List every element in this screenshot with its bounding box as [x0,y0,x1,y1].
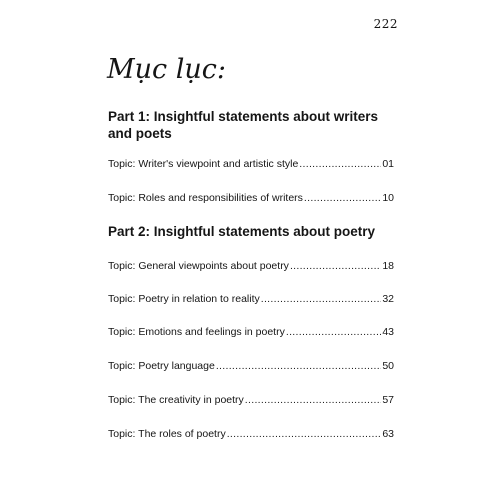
toc-entry [108,428,394,440]
toc-entry [108,192,394,204]
toc-entry-text: Topic: Poetry language [108,360,215,372]
dot-leader [290,260,381,272]
toc-entry-page: 10 [382,192,394,204]
part-2-heading: Part 2: Insightful statements about poetry [108,224,376,239]
toc-entry [108,158,394,170]
toc-entry-text: Topic: The creativity in poetry [108,394,244,406]
toc-entry-page: 63 [382,428,394,440]
toc-entry-text: Topic: The roles of poetry [108,428,226,440]
toc-entry-text: Topic: Poetry in relation to reality [108,293,260,305]
table-of-contents-title: Mục lục: [107,54,226,85]
toc-entry-text: Topic: Writer's viewpoint and artistic style [108,158,299,170]
toc-entry-text: Topic: General viewpoints about poetry [108,260,289,272]
toc-entry [108,326,394,338]
dot-leader [286,326,381,338]
toc-entry [108,293,394,305]
toc-entry-page: 32 [382,293,394,305]
toc-entry-page: 57 [382,394,394,406]
toc-entry-text: Topic: Roles and responsibilities of writers [108,192,303,204]
toc-entry-page: 01 [382,158,394,170]
dot-leader [304,192,381,204]
dot-leader [245,394,382,406]
page-number: 222 [373,17,398,31]
dot-leader [216,360,381,372]
dot-leader [299,158,381,170]
part-1-heading: Part 1: Insightful statements about writers and poets [108,109,379,141]
toc-entry-text: Topic: Emotions and feelings in poetry [108,326,285,338]
toc-entry [108,260,394,272]
toc-entry [108,394,394,406]
toc-entry-page: 18 [382,260,394,272]
dot-leader [261,293,382,305]
toc-entry [108,360,394,372]
toc-entry-page: 43 [382,326,394,338]
dot-leader [227,428,382,440]
toc-entry-page: 50 [382,360,394,372]
